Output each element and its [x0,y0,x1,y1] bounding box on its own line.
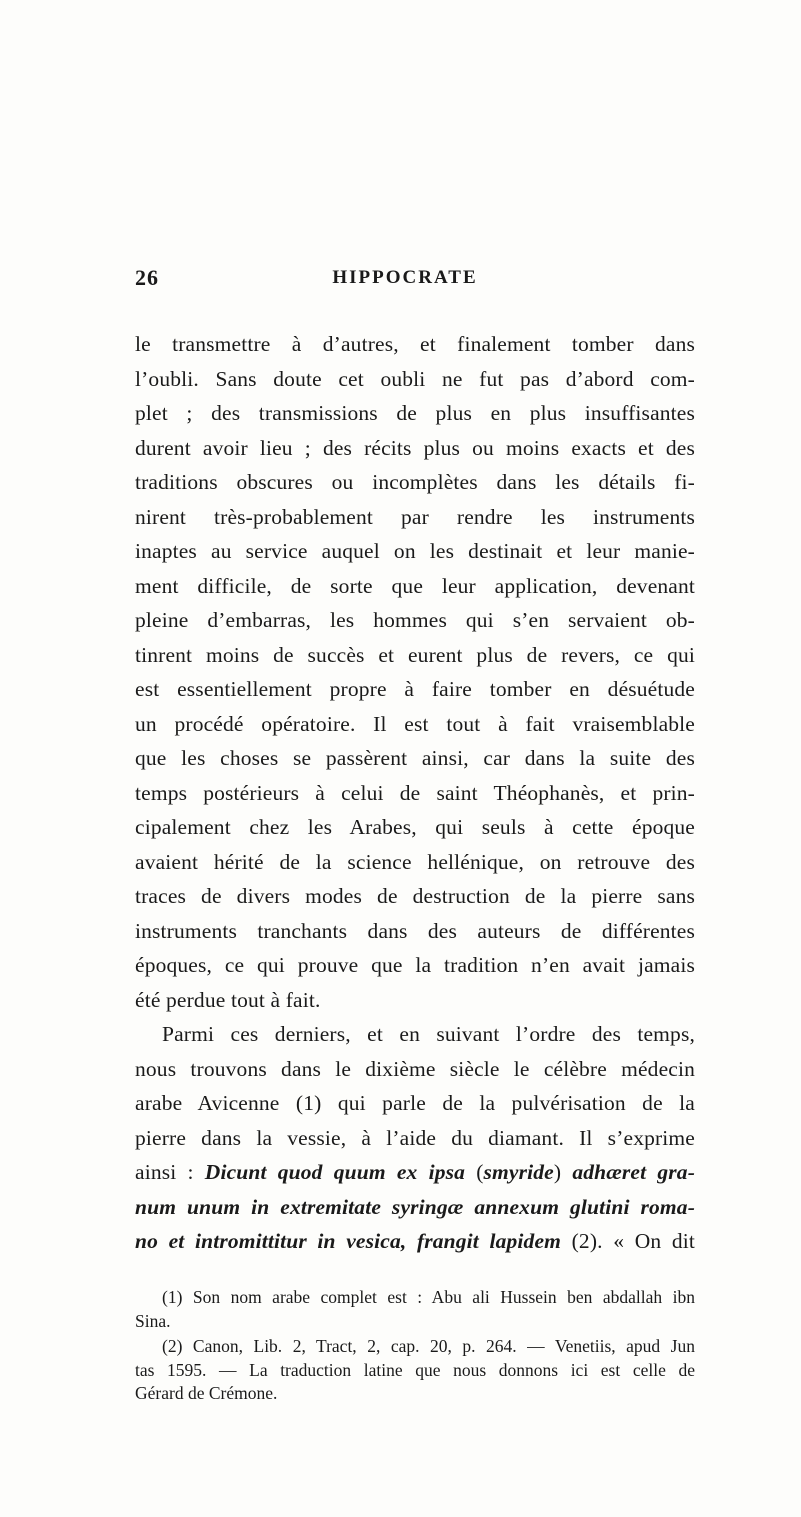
text-line: nous trouvons dans le dixième siècle le célèbre médecin [135,1056,695,1081]
text-run: ) [553,1160,573,1184]
text-line: que les choses se passèrent ainsi, car dans la suite des [135,746,695,770]
text-line: pleine d’embarras, les hommes qui s’en servaient ob- [135,608,695,632]
text-line: époques, ce qui prouve que la tradition n’en avait jamais [135,953,695,977]
page-number: 26 [135,265,159,290]
text-line: Parmi ces derniers, et en suivant l’ordre des temps, [162,1022,695,1046]
footnote-1-cont: Sina. [135,1310,171,1331]
text-line: avaient hérité de la science hellénique, on retrouve des [135,849,695,874]
italic-run: adhæret gra- [572,1160,696,1184]
footnotes [135,1286,695,1406]
footnote-2: (2) Canon, Lib. 2, Tract, 2, cap. 20, p. 264. — Venetiis, apud Jun [162,1336,695,1356]
text-line: instruments tranchants dans des auteurs de différentes [135,918,695,943]
footnote-2-cont: tas 1595. — La traduction latine que nous donnons ici est celle de [135,1359,695,1380]
text-line: traces de divers modes de destruction de la pierre sans [135,884,695,908]
italic-run: no et intromittitur in vesica, frangit lapidem [135,1229,562,1253]
text-line: tinrent moins de succès et eurent plus de revers, ce qui [135,642,695,667]
text-line: durent avoir lieu ; des récits plus ou moins exacts et des [135,435,695,460]
body-text [135,327,695,1259]
latin-quote-line: num unum in extremitate syringæ annexum glutini roma- [135,1194,695,1219]
text-line: traditions obscures ou incomplètes dans les détails fi- [135,470,695,494]
text-line: un procédé opératoire. Il est tout à fait vraisemblable [135,711,695,736]
text-run: (2). « On dit [561,1229,695,1253]
text-line: nirent très-probablement par rendre les instruments [135,504,695,529]
text-line: ment difficile, de sorte que leur application, devenant [135,573,695,598]
running-title: HIPPOCRATE [332,267,478,288]
text-line: inaptes au service auquel on les destinait et leur manie- [135,539,695,563]
page-header [135,265,675,295]
footnote-1: (1) Son nom arabe complet est : Abu ali Hussein ben abdallah ibn [162,1287,695,1307]
text-line: l’oubli. Sans doute cet oubli ne fut pas d’abord com- [135,366,695,391]
italic-run: smyride [483,1160,554,1184]
text-line: temps postérieurs à celui de saint Théophanès, et prin- [135,780,695,805]
text-line: est essentiellement propre à faire tomber en désuétude [135,677,695,701]
italic-run: Dicunt quod quum ex ipsa [204,1160,466,1184]
text-run: ainsi : [135,1160,205,1184]
text-line: été perdue tout à fait. [135,987,321,1012]
text-line: plet ; des transmissions de plus en plus insuffisantes [135,401,695,425]
text-line: le transmettre à d’autres, et finalement tomber dans [135,332,695,356]
text-line: cipalement chez les Arabes, qui seuls à cette époque [135,815,695,839]
latin-quote-line [135,1224,695,1259]
text-line: pierre dans la vessie, à l’aide du diamant. Il s’exprime [135,1125,695,1150]
text-run: ( [465,1160,484,1184]
latin-quote-line [135,1155,695,1190]
text-line: arabe Avicenne (1) qui parle de la pulvérisation de la [135,1091,695,1115]
footnote-2-cont: Gérard de Crémone. [135,1383,278,1403]
